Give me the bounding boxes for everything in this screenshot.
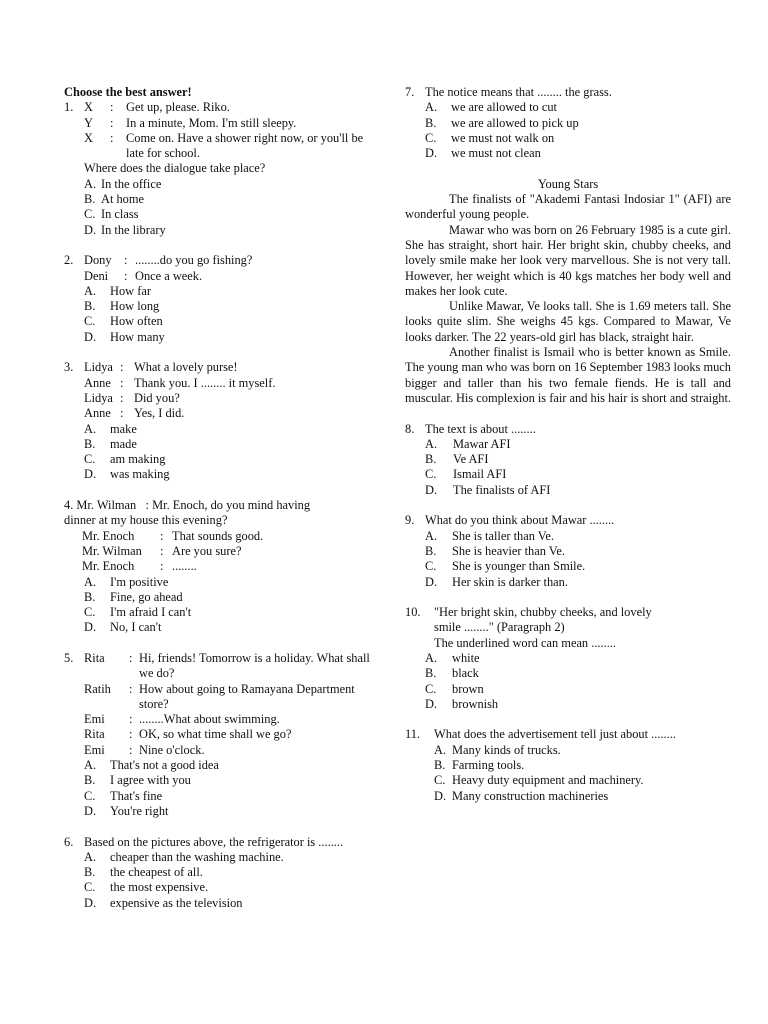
question-text: The underlined word can mean ........ — [434, 635, 617, 650]
quoted-sentence: "Her bright skin, chubby cheeks, and lovely — [434, 605, 652, 620]
dialogue-line: X : Get up, please. Riko. — [84, 100, 230, 115]
option-c[interactable]: C. How often — [84, 314, 163, 329]
option-a[interactable]: A. I'm positive — [84, 574, 169, 589]
question-5 — [64, 651, 384, 819]
option-d[interactable]: D. brownish — [425, 696, 499, 711]
question-text: The text is about ........ — [425, 421, 536, 436]
passage-paragraph-3: Unlike Mawar, Ve looks tall. She is 1.69 meters tall. She looks quite slim. She weighs 45 kgs. Compared to Mawar, Ve looks darker. The 22 years-old girl has black, straight hair. — [405, 299, 731, 344]
option-c[interactable]: C. am making — [84, 452, 166, 467]
passage-paragraph-2: Mawar who was born on 26 February 1985 is a cute girl. She has straight, short hair. Her bright skin, chubby cheeks, and lovely smile make her look very marvellous. She is not very tall. However, her weight which is 40 kgs matches her body well and makes her look cute. — [405, 222, 731, 298]
question-text: The notice means that ........ the grass. — [425, 85, 612, 99]
left-column — [64, 85, 384, 926]
option-d[interactable]: D. No, I can't — [84, 620, 162, 635]
options — [64, 177, 384, 238]
option-c[interactable]: C. That's fine — [84, 788, 163, 803]
option-b[interactable]: B. She is heavier than Ve. — [425, 543, 565, 558]
question-number: 9. — [405, 513, 415, 528]
option-d[interactable]: D. How many — [84, 329, 165, 344]
dialogue-line: Anne : Yes, I did. — [84, 406, 185, 421]
question-number: 5. — [64, 650, 74, 665]
dialogue-line: Lidya : What a lovely purse! — [84, 360, 238, 375]
dialogue-line: Mr. Enoch : ........ — [82, 559, 197, 574]
option-a[interactable]: A. In the office — [84, 176, 162, 191]
options — [64, 422, 384, 483]
question-number: 3. — [64, 360, 74, 375]
dialogue-line: Emi : Nine o'clock. — [84, 742, 205, 757]
option-d[interactable]: D. You're right — [84, 803, 169, 818]
question-text: Based on the pictures above, the refrigerator is ........ — [84, 834, 344, 849]
option-a[interactable]: A. Many kinds of trucks. — [434, 742, 561, 757]
option-c[interactable]: C. the most expensive. — [84, 880, 209, 895]
dialogue-line: X : Come on. Have a shower right now, or you'll be late for school. — [84, 130, 364, 161]
option-c[interactable]: C. I'm afraid I can't — [84, 605, 192, 620]
option-b[interactable]: B. Farming tools. — [434, 758, 525, 773]
dialogue-line: Mr. Wilman : Are you sure? — [82, 543, 242, 558]
options — [405, 651, 731, 712]
question-text: What do you think about Mawar ........ — [425, 513, 615, 528]
dialogue-line: Deni : Once a week. — [84, 268, 203, 283]
option-d[interactable]: D. was making — [84, 467, 170, 482]
dialogue-line: Dony : ........do you go fishing? — [84, 253, 253, 268]
option-b[interactable]: B. At home — [84, 192, 145, 207]
option-d[interactable]: D. Her skin is darker than. — [425, 574, 568, 589]
option-a[interactable]: A. white — [425, 650, 480, 665]
question-2 — [64, 253, 384, 345]
question-number: 8. — [405, 421, 415, 436]
passage-paragraph-1: The finalists of "Akademi Fantasi Indosiar 1" (AFI) are wonderful young people. — [405, 192, 731, 222]
option-c[interactable]: C. Heavy duty equipment and machinery. — [434, 773, 644, 788]
question-number: 10. — [405, 605, 421, 620]
option-b[interactable]: B. I agree with you — [84, 773, 191, 788]
question-number: 4. — [64, 498, 74, 513]
options — [64, 758, 384, 819]
question-text: Where does the dialogue take place? — [84, 161, 266, 176]
dialogue-line: Y : In a minute, Mom. I'm still sleepy. — [84, 115, 297, 130]
passage-title: Young Stars — [537, 176, 599, 191]
option-c[interactable]: C. In class — [84, 207, 139, 222]
question-3 — [64, 360, 384, 482]
option-a[interactable]: A. make — [84, 421, 137, 436]
option-a[interactable]: A. cheaper than the washing machine. — [84, 849, 284, 864]
option-a[interactable]: A. How far — [84, 283, 151, 298]
option-a[interactable]: A. Mawar AFI — [425, 436, 511, 451]
passage-paragraph-4: Another finalist is Ismail who is better known as Smile. The young man who was born on 16 September 1983 looks much bigger and taller than his two female fiends. He is tall and muscular. His complexion is fair and his hair is short and straight. — [405, 345, 731, 405]
question-4 — [64, 498, 384, 636]
question-10 — [405, 605, 731, 712]
option-b[interactable]: B. the cheapest of all. — [84, 865, 203, 880]
question-6 — [64, 835, 384, 911]
dialogue-line: Lidya : Did you? — [84, 390, 180, 405]
question-8 — [405, 422, 731, 498]
right-column — [405, 85, 731, 819]
reading-passage — [405, 177, 731, 406]
dialogue-line: 4. Mr. Wilman : Mr. Enoch, do you mind having — [64, 498, 311, 513]
question-11 — [405, 727, 731, 803]
option-b[interactable]: B. Fine, go ahead — [84, 589, 183, 604]
option-d[interactable]: D. In the library — [84, 222, 166, 237]
option-b[interactable]: B. Ve AFI — [425, 452, 489, 467]
option-c[interactable]: C. She is younger than Smile. — [425, 559, 586, 574]
option-d[interactable]: D. The finalists of AFI — [425, 482, 551, 497]
dialogue-line: Rita : Hi, friends! Tomorrow is a holiday. What shall we do? — [84, 650, 370, 681]
options — [64, 284, 384, 345]
option-a[interactable]: A. we are allowed to cut — [425, 100, 557, 115]
question-number: 11. — [405, 727, 421, 742]
question-9 — [405, 513, 731, 589]
question-text: What does the advertisement tell just about ........ — [434, 727, 676, 742]
option-c[interactable]: C. Ismail AFI — [425, 467, 507, 482]
question-number: 1. — [64, 100, 74, 115]
question-number: 7. — [405, 85, 415, 99]
option-b[interactable]: B. black — [425, 666, 479, 681]
options — [405, 100, 731, 161]
instructions-heading: Choose the best answer! — [64, 85, 192, 99]
question-1 — [64, 100, 384, 238]
dialogue-continuation: dinner at my house this evening? — [64, 513, 228, 528]
option-c[interactable]: C. brown — [425, 681, 484, 696]
option-d[interactable]: D. expensive as the television — [84, 895, 243, 910]
option-d[interactable]: D. Many construction machineries — [434, 788, 609, 803]
option-c[interactable]: C. we must not walk on — [425, 130, 555, 145]
options — [405, 529, 731, 590]
options — [64, 575, 384, 636]
options — [64, 850, 384, 911]
question-number: 2. — [64, 253, 74, 268]
options — [405, 437, 731, 498]
option-d[interactable]: D. we must not clean — [425, 146, 541, 161]
option-a[interactable]: A. That's not a good idea — [84, 758, 219, 773]
quoted-sentence-continuation: smile ........" (Paragraph 2) — [434, 620, 565, 635]
dialogue-line: Ratih : How about going to Ramayana Department store? — [84, 681, 355, 711]
question-7 — [405, 85, 731, 161]
dialogue-line: Rita : OK, so what time shall we go? — [84, 727, 292, 742]
dialogue-line: Emi : ........What about swimming. — [84, 712, 280, 727]
option-b[interactable]: B. we are allowed to pick up — [425, 115, 579, 130]
options — [405, 743, 731, 804]
question-number: 6. — [64, 834, 74, 849]
option-b[interactable]: B. How long — [84, 299, 160, 314]
option-a[interactable]: A. She is taller than Ve. — [425, 528, 554, 543]
option-b[interactable]: B. made — [84, 436, 137, 451]
dialogue-line: Mr. Enoch : That sounds good. — [82, 528, 264, 543]
dialogue-line: Anne : Thank you. I ........ it myself. — [84, 375, 276, 390]
